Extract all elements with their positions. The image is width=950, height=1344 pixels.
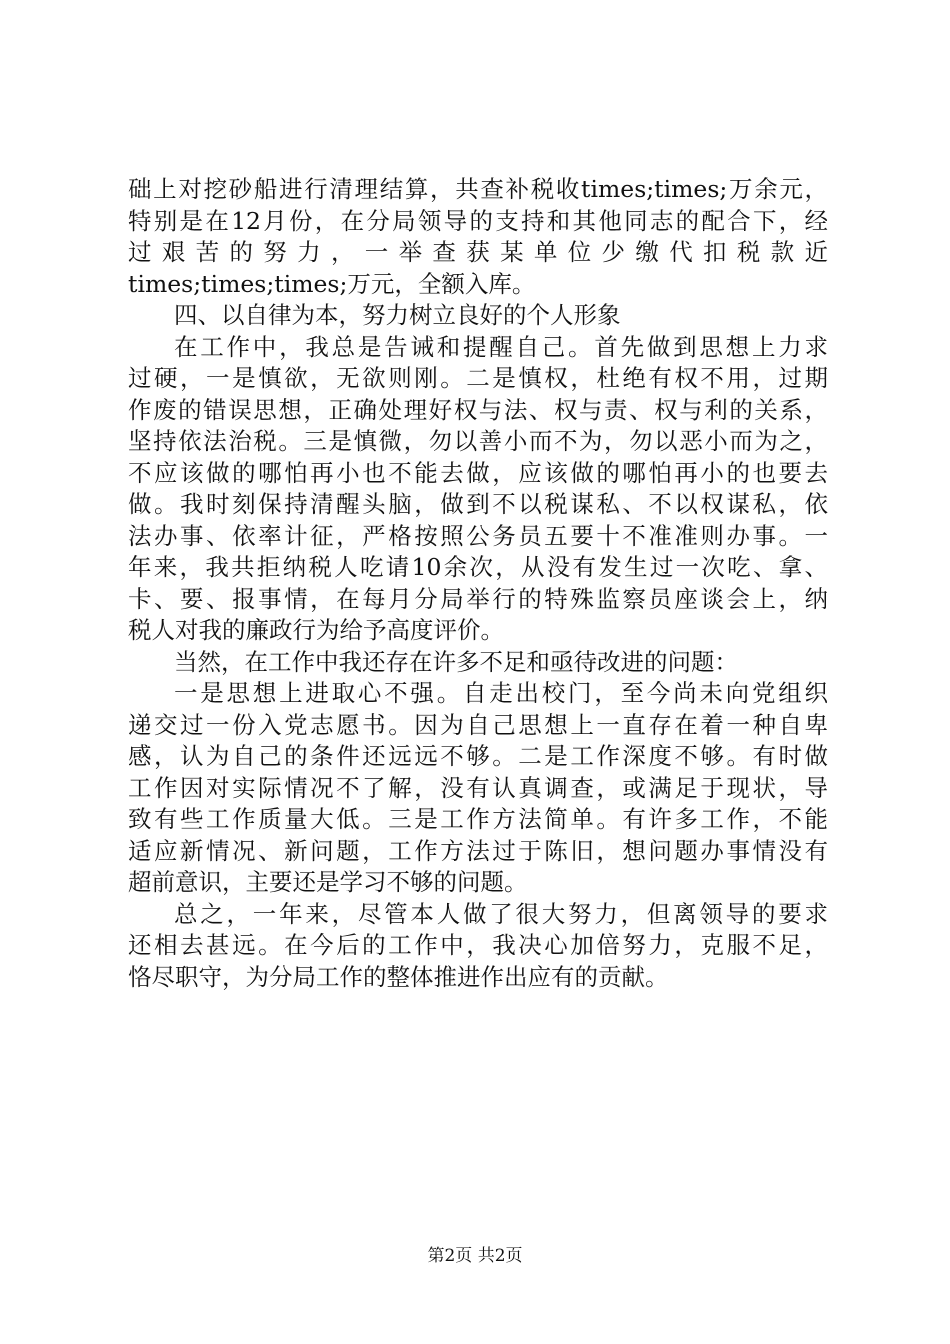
section-heading: 四、以自律为本，努力树立良好的个人形象 <box>174 301 621 329</box>
text-line: 感，认为自己的条件还远远不够。二是工作深度不够。有时做 <box>128 742 828 770</box>
text-line: 础上对挖砂船进行清理结算，共查补税收times;times;万余元， <box>128 175 828 203</box>
text-line: 适应新情况、新问题，工作方法过于陈旧，想问题办事情没有 <box>128 836 828 865</box>
document-body <box>128 174 828 993</box>
text-line: 坚持依法治税。三是慎微，勿以善小而不为，勿以恶小而为之， <box>128 427 828 455</box>
text-line: 做。我时刻保持清醒头脑，做到不以税谋私、不以权谋私，依 <box>128 490 828 518</box>
text-line: 卡、要、报事情，在每月分局举行的特殊监察员座谈会上，纳 <box>128 584 828 613</box>
text-line: 工作因对实际情况不了解，没有认真调查，或满足于现状，导 <box>128 773 828 802</box>
text-line: 超前意识，主要还是学习不够的问题。 <box>128 868 528 896</box>
text-line: 还相去甚远。在今后的工作中，我决心加倍努力，克服不足， <box>128 931 828 959</box>
text-line: 特别是在12月份，在分局领导的支持和其他同志的配合下，经 <box>128 206 828 235</box>
text-line: 法办事、依率计征，严格按照公务员五要十不准准则办事。一 <box>128 521 828 550</box>
text-line: 当然，在工作中我还存在许多不足和亟待改进的问题： <box>174 647 738 676</box>
text-line: 税人对我的廉政行为给予高度评价。 <box>128 616 504 644</box>
text-line: 恪尽职守，为分局工作的整体推进作出应有的贡献。 <box>128 962 669 991</box>
text-line: 不应该做的哪怕再小也不能去做，应该做的哪怕再小的也要去 <box>128 458 828 487</box>
text-line: times;times;times;万元，全额入库。 <box>128 269 536 298</box>
text-line: 过 艰 苦 的 努 力 ， 一 举 查 获 某 单 位 少 缴 代 扣 税 款 近 <box>128 238 828 266</box>
page-number: 第2页 共2页 <box>427 1246 523 1266</box>
text-line: 在工作中，我总是告诫和提醒自己。首先做到思想上力求 <box>174 332 828 361</box>
text-line: 一是思想上进取心不强。自走出校门，至今尚未向党组织 <box>174 679 828 707</box>
text-line: 递交过一份入党志愿书。因为自己思想上一直存在着一种自卑 <box>128 710 828 739</box>
text-line: 致有些工作质量大低。三是工作方法简单。有许多工作，不能 <box>128 805 828 833</box>
text-line: 年来，我共拒纳税人吃请10余次，从没有发生过一次吃、拿、 <box>128 553 828 581</box>
text-line: 总之，一年来，尽管本人做了很大努力，但离领导的要求 <box>174 899 828 928</box>
text-line: 过硬，一是慎欲，无欲则刚。二是慎权，杜绝有权不用，过期 <box>128 364 828 392</box>
text-line: 作废的错误思想，正确处理好权与法、权与责、权与利的关系， <box>128 395 828 424</box>
